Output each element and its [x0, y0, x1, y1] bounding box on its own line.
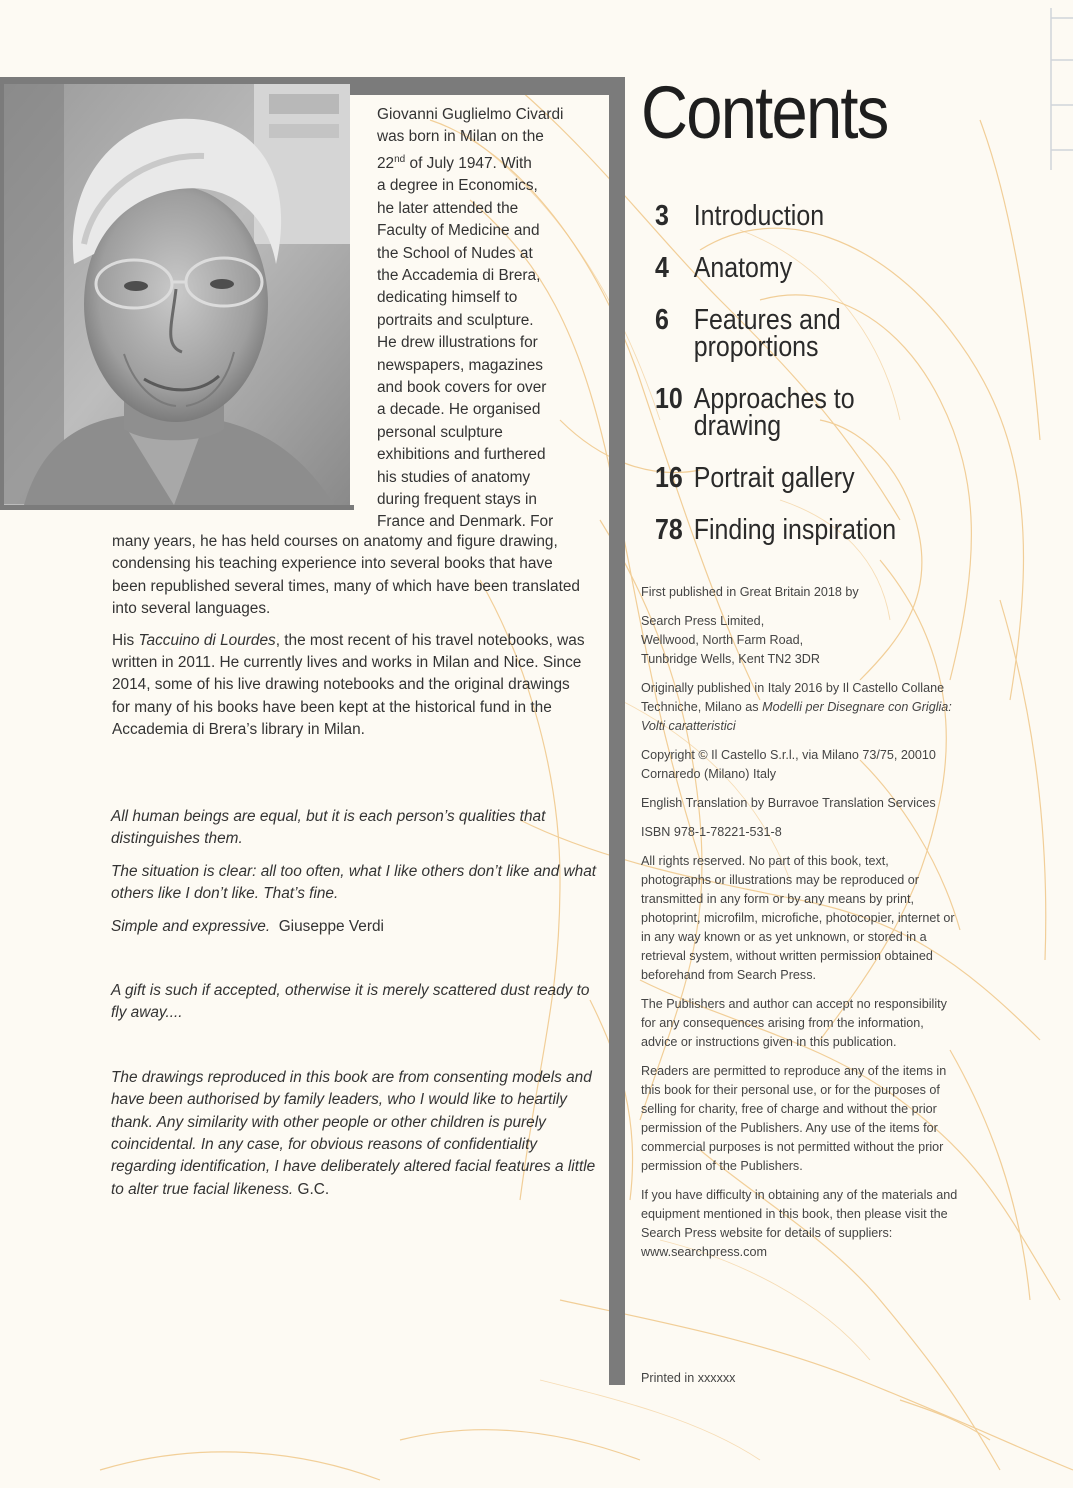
toc-page-number: 16: [655, 462, 683, 494]
toc-item-finding-inspiration[interactable]: [655, 514, 982, 546]
rights-statement: All rights reserved. No part of this book, text, photographs or illustrations may be reproduced or transmitted in any form or by any means by print, photoprint, microfilm, microfiche, photocopier, internet or in any way known or as yet unknown, or stored in a retrieval system, without written permission obtained beforehand from Search Press.: [641, 854, 955, 982]
toc-label: Approaches to: [693, 383, 855, 415]
bio-line: 22: [377, 154, 395, 172]
bio-line: France and Denmark. For: [377, 513, 554, 531]
bio-p2-pre: His: [112, 631, 139, 649]
toc-label: Features and: [693, 304, 841, 336]
translation-credit: English Translation by Burravoe Translation Services: [641, 796, 936, 810]
toc-label: Introduction: [693, 200, 825, 232]
toc-label: Anatomy: [693, 252, 793, 284]
quote-5-author: G.C.: [297, 1180, 330, 1198]
bio-paragraph-1: many years, he has held courses on anatomy and figure drawing, condensing his teaching experience into several books that have been republished several times, many of which have been translated into several languages.: [112, 533, 580, 618]
bio-line: Faculty of Medicine and: [377, 222, 540, 240]
bio-line: was born in Milan on the: [377, 128, 544, 146]
first-published: First published in Great Britain 2018 by: [641, 585, 859, 599]
toc-item-portrait-gallery[interactable]: [655, 462, 982, 494]
quote-3: Simple and expressive.: [111, 917, 271, 935]
bio-paragraph-2: [112, 630, 590, 742]
orig-title-italic: Modelli per Disegnare con Griglia: Volti caratteristici: [641, 700, 952, 733]
toc-item-features-and-proportions[interactable]: [655, 304, 982, 363]
isbn: ISBN 978-1-78221-531-8: [641, 825, 782, 839]
toc-page-number: 78: [655, 514, 683, 546]
bio-line: the School of Nudes at: [377, 244, 533, 262]
bio-line: of July 1947. With: [405, 154, 532, 172]
publisher-address: [641, 612, 961, 669]
bio-wrapped-text: [377, 104, 599, 534]
toc-label: Portrait gallery: [693, 462, 855, 494]
original-publication: [641, 679, 961, 736]
toc-item-anatomy[interactable]: [655, 252, 982, 284]
author-photo: [4, 84, 350, 505]
bio-line: a degree in Economics,: [377, 177, 538, 195]
frame-right-bar: [609, 77, 625, 1385]
bio-continued-text: [112, 531, 590, 742]
supplier-info: If you have difficulty in obtaining any of the materials and equipment mentioned in this book, then please visit the Search Press website for details of suppliers: www.searchpress.com: [641, 1188, 958, 1259]
toc-page-number: 4: [655, 252, 669, 284]
printed-in: Printed in xxxxxx: [641, 1371, 736, 1385]
contents-title: Contents: [641, 71, 888, 154]
readers-permission: Readers are permitted to reproduce any of the items in this book for their personal use, or for the purposes of selling for charity, free of charge and without the prior permission of the Publishers. Any use of the items for commercial purposes is not permitted without the prior permission of the Publishers.: [641, 1064, 947, 1173]
toc-item-introduction[interactable]: [655, 200, 982, 232]
bio-line: exhibitions and furthered: [377, 446, 546, 464]
bio-line: personal sculpture: [377, 423, 503, 441]
bio-superscript: nd: [394, 153, 406, 165]
toc-item-approaches-to-drawing[interactable]: [655, 383, 982, 442]
toc-page-number: 3: [655, 200, 669, 232]
toc-label-line-2: proportions: [693, 331, 819, 363]
copyright: Copyright © Il Castello S.r.l., via Milano 73/75, 20010 Cornaredo (Milano) Italy: [641, 748, 936, 781]
bio-line: Giovanni Guglielmo Civardi: [377, 106, 564, 123]
responsibility-statement: The Publishers and author can accept no responsibility for any consequences arising from the information, advice or instructions given in this publication.: [641, 997, 947, 1049]
bio-line: and book covers for over: [377, 379, 547, 396]
bio-line: he later attended the: [377, 199, 519, 217]
bio-line: portraits and sculpture.: [377, 311, 534, 329]
publisher-line: Tunbridge Wells, Kent TN2 3DR: [641, 652, 820, 666]
edge-marks: [1049, 0, 1073, 180]
bio-line: his studies of anatomy: [377, 468, 531, 486]
table-of-contents: [655, 200, 1035, 569]
publisher-line: Wellwood, North Farm Road,: [641, 633, 804, 647]
bio-line: the Accademia di Brera,: [377, 266, 541, 284]
orig-pre: Originally published in Italy 2016 by Il Castello Collane Techniche, Milano as: [641, 681, 945, 714]
quotes-section: [111, 806, 597, 1211]
quote-2: The situation is clear: all too often, what I like others don’t like and what others like I don’t like. That’s fine.: [111, 862, 597, 903]
quote-1: All human beings are equal, but it is each person’s qualities that distinguishes them.: [111, 808, 546, 848]
toc-page-number: 10: [655, 383, 683, 415]
imprint-section: [641, 583, 961, 1272]
toc-label: Finding inspiration: [693, 514, 897, 546]
quote-3-author: Giuseppe Verdi: [278, 917, 384, 935]
bio-line: newspapers, magazines: [377, 356, 543, 374]
bio-line: during frequent stays in: [377, 491, 537, 509]
toc-label-line-2: drawing: [693, 410, 782, 442]
frame-photo-bottom-bar: [0, 505, 354, 510]
quote-4: A gift is such if accepted, otherwise it is merely scattered dust ready to fly away....: [111, 982, 590, 1022]
publisher-line: Search Press Limited,: [641, 614, 765, 628]
bio-line: He drew illustrations for: [377, 334, 538, 352]
bio-line: dedicating himself to: [377, 289, 518, 307]
bio-line: a decade. He organised: [377, 401, 541, 419]
quote-5: The drawings reproduced in this book are from consenting models and have been authorised by family leaders, who I would like to heartily thank. Any similarity with other people or other children is purely coincidental. In any case, for obvious reasons of confidentiality regarding identification, I have deliberately altered facial features a little to alter true facial likeness.: [111, 1068, 596, 1198]
bio-p2-post: , the most recent of his travel notebooks, was written in 2011. He currently lives and works in Milan and Nice. Since 2014, some of his live drawing notebooks and the original drawings for many of his books have been kept at the historical fund in the Accademia di Brera’s library in Milan.: [112, 631, 585, 739]
toc-page-number: 6: [655, 304, 669, 336]
book-title-italic: Taccuino di Lourdes: [138, 631, 276, 649]
